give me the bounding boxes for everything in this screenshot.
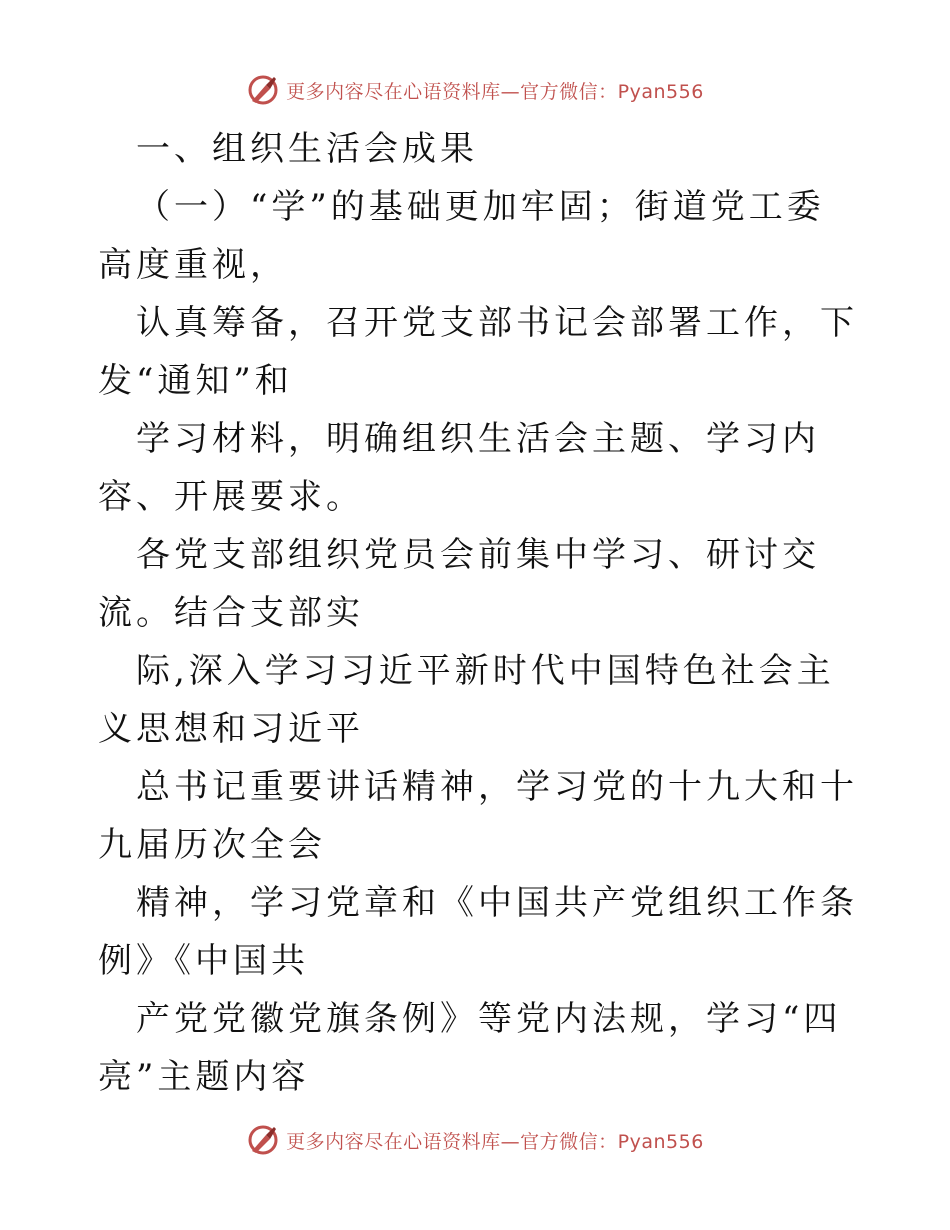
pen-nib-logo-icon — [246, 1123, 280, 1157]
section-heading: 一、组织生活会成果 — [136, 129, 478, 169]
paragraph: 际,深入学习习近平新时代中国特色社会主义思想和习近平 — [98, 651, 835, 749]
paragraph: （一）“学”的基础更加牢固；街道党工委高度重视， — [98, 187, 825, 285]
paragraph: 精神，学习党章和《中国共产党组织工作条例》《中国共 — [98, 883, 858, 981]
paragraph: 认真筹备，召开党支部书记会部署工作，下发“通知”和 — [98, 303, 858, 401]
header-banner-text: 更多内容尽在心语资料库—官方微信：Pyan556 — [286, 80, 704, 103]
paragraph: 学习材料，明确组织生活会主题、学习内容、开展要求。 — [98, 419, 820, 517]
header-banner — [0, 70, 950, 110]
paragraph: 产党党徽党旗条例》等党内法规，学习“四亮”主题内容 — [98, 999, 842, 1097]
paragraph: 各党支部组织党员会前集中学习、研讨交流。结合支部实 — [98, 535, 820, 633]
paragraph: 总书记重要讲话精神，学习党的十九大和十九届历次全会 — [98, 767, 858, 865]
footer-banner-text: 更多内容尽在心语资料库—官方微信：Pyan556 — [286, 1130, 704, 1153]
footer-banner — [0, 1120, 950, 1160]
document-body — [98, 120, 858, 1106]
pen-nib-logo-icon — [246, 73, 280, 107]
